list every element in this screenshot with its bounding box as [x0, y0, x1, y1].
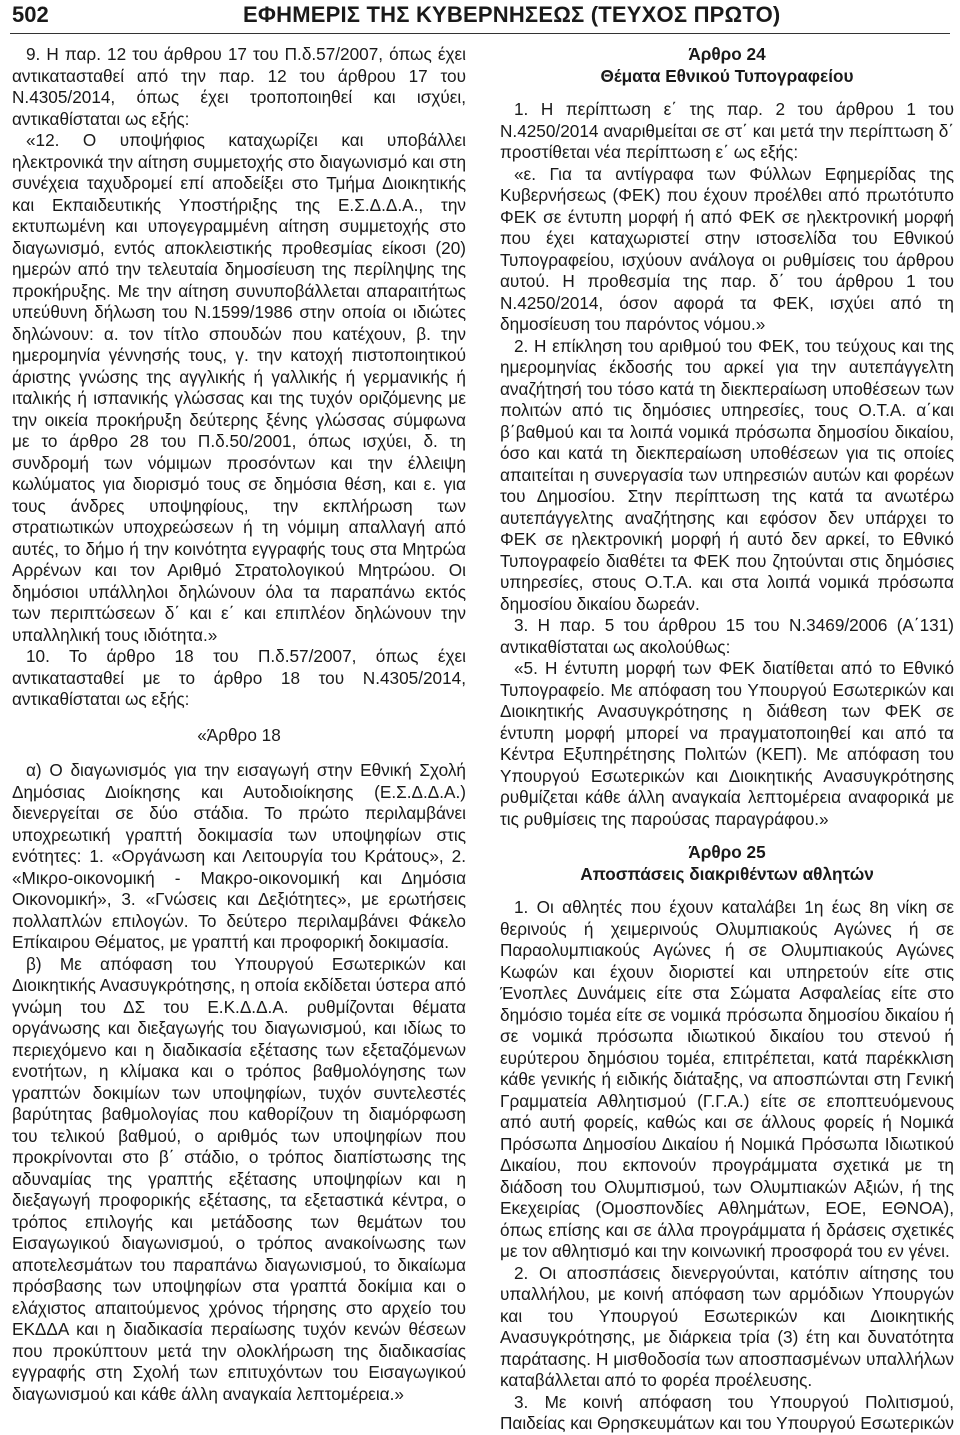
- art25-paragraph-1: 1. Οι αθλητές που έχουν καταλάβει 1η έως 8η νίκη σε θερινούς ή χειμερινούς Ολυμπιακούς Αγώνες ή σε Παραολυμπιακούς Αγώνες ή σε Ολυμπιακούς Αγώνες Κωφών και έχουν διοριστεί και υπηρετούν είτε στις Ένοπλες Δυνάμεις είτε στα Σώματα Ασφαλείας είτε στο δημόσιο τομέα είτε σε νομικά πρόσωπα δημοσίου δικαίου ή σε νομικά πρόσωπα ιδιωτικού δικαίου του στενού ή ευρύτερου δημόσιου τομέα, επιτρέπεται, κατά παρέκκλιση κάθε γενικής ή ειδικής διάταξης, να αποσπώνται στη Γενική Γραμματεία Αθλητισμού (Γ.Γ.Α.) είτε σε εποπτευόμενους από αυτή φορείς, καθώς και σε άλλους φορείς ή Νομικά Πρόσωπα Δημοσίου Δικαίου ή Νομικά Πρόσωπα Ιδιωτικού Δικαίου, που εκπονούν προγράμματα σχετικά με τη διάδοση του Ολυμπισμού, των Ολυμπιακών Αξιών, ή της Εκεχειρίας (Ομοσπονδίες Αθλημάτων, ΕΟΕ, ΕΘΝΟΑ), όπως επίσης και σε άλλα προγράμματα ή δράσεις σχετικές με τον αθλητισμό και την κοινωνική προσφορά του εν γένει.: [500, 897, 954, 1261]
- art24-paragraph-e: «ε. Για τα αντίγραφα των Φύλλων Εφημερίδας της Κυβερνήσεως (ΦΕΚ) που έχουν προέλθει από πρωτότυπο ΦΕΚ σε έντυπη μορφή ή από ΦΕΚ σε ηλεκτρονική μορφή που έχει καταχωριστεί στην ιστοσελίδα του Εθνικού Τυπογραφείου, ισχύουν ανάλογα οι ρυθμίσεις του άρθρου αυτού. Η προθεσμία της παρ. δ΄ του άρθρου 1 του Ν.4250/2014, όσον αφορά τα ΦΕΚ, ισχύει από τη δημοσίευση του παρόντος νόμου.»: [500, 163, 954, 334]
- art25-paragraph-3: 3. Με κοινή απόφαση του Υπουργού Πολιτισμού, Παιδείας και Θρησκευμάτων και του Υπουργού Εσωτερικών: [500, 1391, 954, 1433]
- article-24-number: Άρθρο 24: [688, 44, 766, 64]
- spacer: [500, 87, 954, 99]
- article-25-title: Αποσπάσεις διακριθέντων αθλητών: [580, 863, 874, 884]
- spacer: [500, 830, 954, 842]
- art24-paragraph-3: 3. Η παρ. 5 του άρθρου 15 του Ν.3469/2006 (Α΄131) αντικαθίσταται ως ακολούθως:: [500, 615, 954, 657]
- left-column: [12, 44, 466, 1405]
- page-number: 502: [12, 2, 49, 27]
- paragraph-12-quote: «12. Ο υποψήφιος καταχωρίζει και υποβάλλει ηλεκτρονικά την αίτηση συμμετοχής στο διαγωνισμό και στη συνέχεια ταχυδρομεί επί αποδείξει στο Τμήμα Διοικητικής και Εκπαιδευτικής Υποστήριξης της Ε.Σ.Δ.Δ.Α., την εκτυπωμένη και υπογεγραμμένη αίτηση συμμετοχής στο διαγωνισμό, εντός αποκλειστικής προθεσμίας είκοσι (20) ημερών από την τελευταία δημοσίευση της περίληψης της προκήρυξης. Με την αίτηση συνυποβάλλεται απαραιτήτως υπεύθυνη δήλωση του Ν.1599/1986 στην οποία οι ιδιώτες δηλώνουν: α. τον τίτλο σπουδών που κατέχουν, β. την ημερομηνία γέννησής τους, γ. την κατοχή πιστοποιητικού άριστης γνώσης της αγγλικής ή γαλλικής ή γερμανικής ή ιταλικής ή ισπανικής γλώσσας και της τυχόν οριζόμενης με την οικεία προκήρυξη δεύτερης ξένης γλώσσας σύμφωνα με το άρθρο 28 του Π.δ.50/2001, όπως ισχύει, δ. τη συνδρομή των νόμιμων προσόντων και την έλλειψη κωλύματος για διορισμό τους σε δημόσια θέση, και ε. για τους άνδρες υποψηφίους, την εκπλήρωση των στρατιωτικών υποχρεώσεων ή τη νόμιμη απαλλαγή από αυτές, το δήμο ή την κοινότητα εγγραφής τους στα Μητρώα Αρρένων και τον Αριθμό Στρατολογικού Μητρώου. Οι δημόσιοι υπάλληλοι δηλώνουν όλα τα παραπάνω εκτός των περιπτώσεων δ΄ και ε΄ και επιπλέον δηλώνουν την υπαλληλική τους ιδιότητα.»: [12, 130, 466, 645]
- article-24-title: Θέματα Εθνικού Τυπογραφείου: [600, 65, 854, 86]
- spacer: [500, 885, 954, 897]
- header-rule: [10, 33, 950, 34]
- right-column: [500, 44, 954, 1435]
- paragraph-9: 9. Η παρ. 12 του άρθρου 17 του Π.δ.57/2007, όπως έχει αντικατασταθεί από την παρ. 12 του άρθρου 17 του Ν.4305/2014, όπως έχει τροποποιηθεί και ισχύει, αντικαθίσταται ως εξής:: [12, 44, 466, 129]
- paragraph-10: 10. Το άρθρο 18 του Π.δ.57/2007, όπως έχει αντικατασταθεί με το άρθρο 18 του Ν.4305/2014, αντικαθίσταται ως εξής:: [12, 646, 466, 709]
- gazette-title: ΕΦΗΜΕΡΙΣ ΤΗΣ ΚΥΒΕΡΝΗΣΕΩΣ (ΤΕΥΧΟΣ ΠΡΩΤΟ): [243, 2, 781, 27]
- art25-paragraph-2: 2. Οι αποσπάσεις διενεργούνται, κατόπιν αίτησης του υπαλλήλου, με κοινή απόφαση των αρμόδιων Υπουργών και του Υπουργού Εσωτερικών και Διοικητικής Ανασυγκρότησης, με διάρκεια τρία (3) έτη και δυνατότητα παράτασης. Η μισθοδοσία των αποσπασμένων υπαλλήλων καταβάλλεται από το φορέα προέλευσης.: [500, 1262, 954, 1390]
- art24-paragraph-2: 2. Η επίκληση του αριθμού του ΦΕΚ, του τεύχους και της ημερομηνίας έκδοσής του αρκεί για την αυτεπάγγελτη αναζήτησή του τόσο κατά τη διεκπεραίωση υποθέσεων των πολιτών από τις δημόσιες υπηρεσίες, τους Ο.Τ.Α. α΄και β΄βαθμού και τα λοιπά νομικά πρόσωπα δημοσίου δικαίου, όσο και κατά τη διεκπεραίωση υποθέσεων για τις οποίες απαιτείται η συνεργασία των υπηρεσιών αυτών και φορέων του Δημοσίου. Στην περίπτωση της κατά τα ανωτέρω αυτεπάγγελτης αναζήτησης και εφόσον δεν υπάρχει το ΦΕΚ σε ηλεκτρονική μορφή ή αυτό δεν αρκεί, το Εθνικό Τυπογραφείο διαθέτει τα ΦΕΚ που ζητούνται στις δημόσιες υπηρεσίες, στους Ο.Τ.Α. και στα λοιπά νομικά πρόσωπα δημοσίου δικαίου δωρεάν.: [500, 335, 954, 614]
- page-header: [0, 0, 960, 38]
- paragraph-b: β) Με απόφαση του Υπουργού Εσωτερικών και Διοικητικής Ανασυγκρότησης, η οποία εκδίδεται ύστερα από γνώμη του ΔΣ του Ε.Κ.Δ.Δ.Α. ρυθμίζονται θέματα οργάνωσης και διεξαγωγής του διαγωνισμού, και ιδίως το περιεχόμενο και η διαδικασία εξέτασης των εξεταζόμενων ενοτήτων, η κλίμακα και ο τρόπος βαθμολόγησης των γραπτών δοκιμίων των υποψηφίων, τυχόν συντελεστές βαρύτητας βαθμολογίας που καθορίζουν τη διαμόρφωση του τελικού βαθμού, ο αριθμός των υποψηφίων που προκρίνονται στο β΄ στάδιο, ο τρόπος διαπίστωσης της αδυναμίας της γραπτής εξέτασης υποψηφίων και η διεξαγωγή προφορικής εξέτασης, τα εξεταστικά κέντρα, ο τρόπος επιλογής και μετάδοσης των θεμάτων του Εισαγωγικού διαγωνισμού, ο τρόπος ανακοίνωσης των αποτελεσμάτων του παραπάνω διαγωνισμού, το δικαίωμα πρόσβασης των υποψηφίων στα γραπτά δοκίμια και ο ελάχιστος απαιτούμενος χρόνος τήρησης στο αρχείο του ΕΚΔΔΑ και η διαδικασία περαίωσης τυχόν κενών θέσεων που προκύπτουν μετά την ολοκλήρωση της διαδικασίας εγγραφής στη Σχολή των επιτυχόντων του Εισαγωγικού διαγωνισμού και κάθε άλλη αναγκαία λεπτομέρεια.»: [12, 953, 466, 1404]
- art24-paragraph-5-quote: «5. Η έντυπη μορφή των ΦΕΚ διατίθεται από το Εθνικό Τυπογραφείο. Με απόφαση του Υπουργού Εσωτερικών και Διοικητικής Ανασυγκρότησης η διάθεση των ΦΕΚ σε έντυπη μορφή μπορεί να πραγματοποιηθεί και από τα Κέντρα Εξυπηρέτησης Πολιτών (ΚΕΠ). Με απόφαση του Υπουργού Εσωτερικών και Διοικητικής Ανασυγκρότησης ρυθμίζεται κάθε άλλη αναγκαία λεπτομέρεια αναφορικά με τις ρυθμίσεις της παρούσας παραγράφου.»: [500, 658, 954, 829]
- art24-paragraph-1: 1. Η περίπτωση ε΄ της παρ. 2 του άρθρου 1 του Ν.4250/2014 αναριθμείται σε στ΄ και μετά την περίπτωση δ΄ προστίθεται νέα περίπτωση ε΄ ως εξής:: [500, 99, 954, 162]
- article-18-heading: «Άρθρο 18: [197, 724, 281, 745]
- article-25-number: Άρθρο 25: [688, 842, 766, 862]
- paragraph-a: α) Ο διαγωνισμός για την εισαγωγή στην Εθνική Σχολή Δημόσιας Διοίκησης και Αυτοδιοίκησης (Ε.Σ.Δ.Δ.Α.) διενεργείται σε δύο στάδια. Το πρώτο περιλαμβάνει υποχρεωτική γραπτή δοκιμασία των υποψηφίων στις ενότητες: 1. «Οργάνωση και Λειτουργία του Κράτους», 2. «Μικρο-οικονομική - Μακρο-οικονομική και Δημόσια Οικονομική», 3. «Γνώσεις και Δεξιότητες», με ερωτήσεις πολλαπλών επιλογών. Το δεύτερο περιλαμβάνει Φάκελο Επίκαιρου Θέματος, με γραπτή και προφορική δοκιμασία.: [12, 760, 466, 952]
